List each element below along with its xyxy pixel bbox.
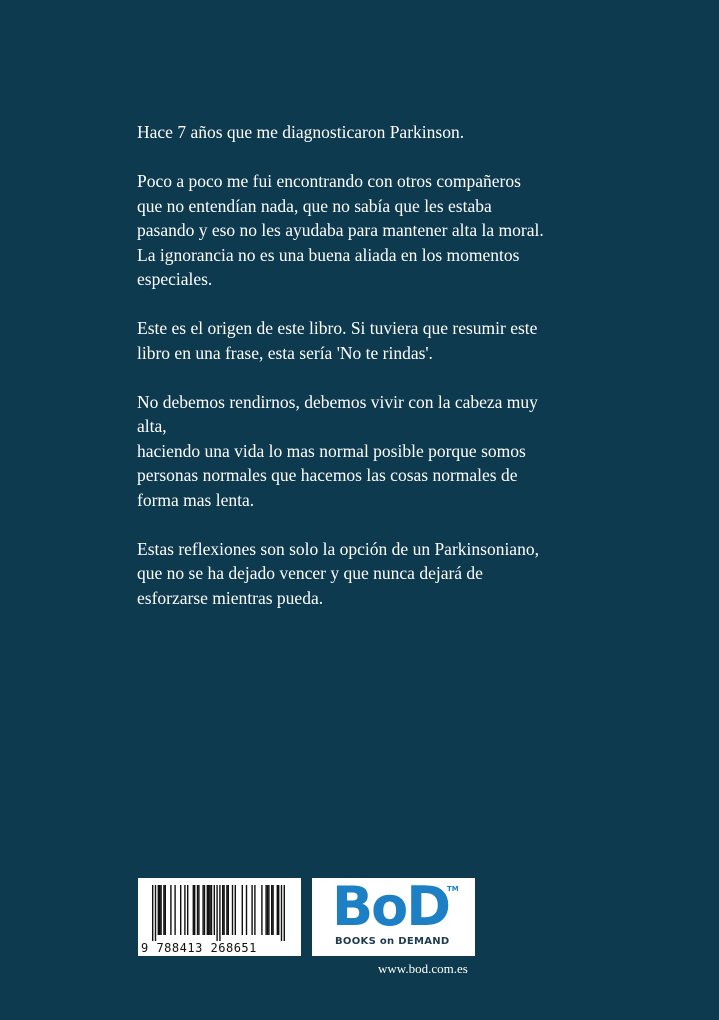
text-line: que no se ha dejado vencer y que nunca dejará de (137, 563, 483, 583)
publisher-website: www.bod.com.es (378, 961, 468, 976)
barcode-bar (160, 885, 161, 935)
bod-logo-mark: BoD (332, 875, 450, 938)
barcode-bar (184, 885, 185, 935)
barcode-bar (246, 885, 247, 935)
text-line: esforzarse mientras pueda. (137, 587, 324, 608)
barcode-bar (242, 885, 243, 935)
barcode-bar (174, 885, 175, 935)
barcode-bar (216, 885, 217, 941)
text-line: No debemos rendirnos, debemos vivir con la cabeza muy (137, 391, 538, 412)
text-line: haciendo una vida lo mas normal posible porque somos (137, 440, 526, 461)
barcode-digits: 9 788413 268651 (141, 941, 257, 955)
barcode-bar (207, 885, 208, 935)
barcode-bar (223, 885, 224, 935)
barcode-bar (222, 885, 223, 935)
barcode-bar (202, 885, 203, 935)
text-line: Poco a poco me fui encontrando con otros compañeros (137, 171, 521, 191)
barcode-bar (180, 885, 181, 935)
paragraph-4 (137, 390, 585, 513)
back-cover-text (137, 120, 585, 635)
barcode-bar (170, 885, 171, 935)
barcode-bar (251, 885, 252, 935)
barcode-bar (163, 885, 164, 935)
barcode-bar (155, 885, 156, 941)
barcode-bars-icon (152, 885, 292, 941)
barcode-bar (267, 885, 268, 935)
paragraph-1 (137, 120, 585, 145)
barcode-bar (187, 885, 188, 935)
barcode-bar (211, 885, 212, 935)
publisher-logo (312, 875, 475, 956)
barcode-bar (159, 885, 160, 935)
barcode-bar (235, 885, 236, 935)
trademark-symbol: TM (447, 885, 459, 893)
barcode-bar (214, 885, 215, 935)
barcode-bar (232, 885, 233, 935)
text-line: personas normales que hacemos las cosas normales de (137, 465, 518, 485)
barcode-bar (209, 885, 210, 935)
barcode-bar (265, 885, 266, 935)
barcode-bar (158, 885, 159, 935)
barcode-bar (278, 885, 279, 935)
text-line: especiales. (137, 269, 213, 289)
text-line: Hace 7 años que me diagnosticaron Parkinson. (137, 122, 465, 142)
paragraph-2 (137, 169, 585, 292)
barcode-bar (204, 885, 205, 935)
barcode-bar (165, 885, 166, 935)
text-line: La ignorancia no es una buena aliada en los momentos (137, 244, 520, 265)
publisher-tagline: BOOKS on DEMAND (335, 936, 450, 947)
barcode-bar (272, 885, 273, 935)
text-line: forma mas lenta. (137, 489, 255, 510)
barcode-bar (226, 885, 227, 935)
barcode-bar (268, 885, 269, 935)
isbn-barcode (138, 878, 301, 956)
barcode-bar (254, 885, 255, 935)
barcode-bar (281, 885, 282, 941)
barcode-bar (228, 885, 229, 935)
paragraph-3 (137, 316, 585, 365)
barcode-bar (271, 885, 272, 935)
text-line: alta, (137, 416, 167, 436)
text-line: pasando y eso no les ayudaba para mantener alta la moral. (137, 220, 544, 240)
barcode-bar (208, 885, 209, 935)
barcode-bar (284, 885, 285, 941)
barcode-bar (194, 885, 195, 935)
barcode-bar (197, 885, 198, 935)
text-line: Este es el origen de este libro. Si tuviera que resumir este (137, 318, 538, 338)
text-line: libro en una frase, esta sería 'No te rindas'. (137, 342, 433, 363)
barcode-bar (219, 885, 220, 941)
barcode-bar (152, 885, 153, 941)
barcode-bar (277, 885, 278, 935)
text-line: Estas reflexiones son solo la opción de un Parkinsoniano, (137, 538, 539, 559)
text-line: que no entendían nada, que no sabía que les estaba (137, 195, 492, 216)
barcode-bar (193, 885, 194, 935)
barcode-bar (198, 885, 199, 935)
barcode-bar (261, 885, 262, 935)
paragraph-5 (137, 537, 585, 611)
